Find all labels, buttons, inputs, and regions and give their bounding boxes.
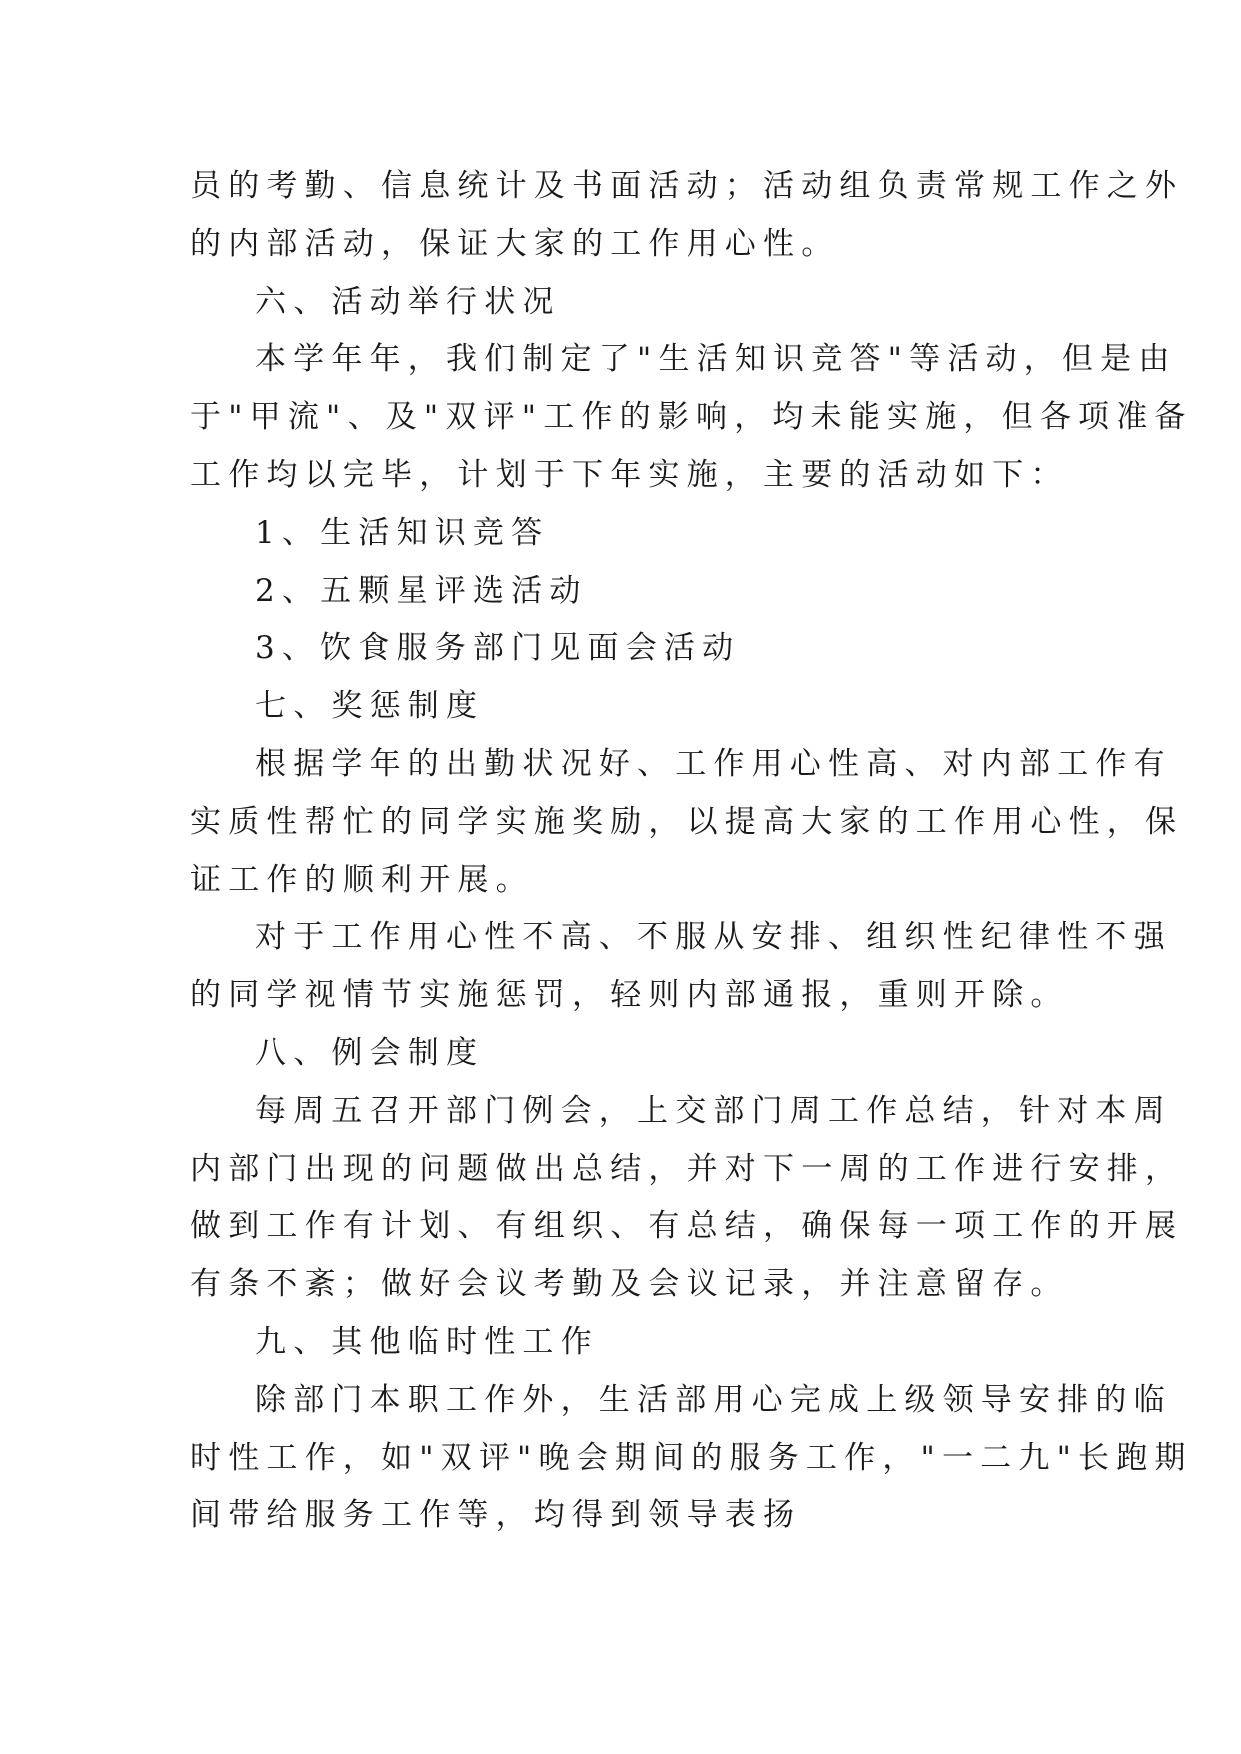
document-body [190,158,1193,1545]
text-line: 本学年年，我们制定了"生活知识竞答"等活动，但是由 [255,341,1177,378]
list-item: 3、饮食服务部门见面会活动 [255,630,741,667]
text-line: 内部门出现的问题做出总结，并对下一周的工作进行安排， [190,1150,1184,1187]
text-line: 根据学年的出勤状况好、工作用心性高、对内部工作有 [255,745,1172,782]
text-line: 时性工作，如"双评"晚会期间的服务工作，"一二九"长跑期 [190,1439,1193,1476]
text-line: 实质性帮忙的同学实施奖励，以提高大家的工作用心性，保 [190,803,1184,840]
section-heading: 六、活动举行状况 [255,283,561,320]
text-line: 的内部活动，保证大家的工作用心性。 [190,225,840,262]
list-item: 2、五颗星评选活动 [255,572,588,609]
section-heading: 八、例会制度 [255,1034,485,1071]
text-line: 员的考勤、信息统计及书面活动；活动组负责常规工作之外 [190,168,1184,204]
list-item: 1、生活知识竞答 [255,514,550,551]
text-line: 除部门本职工作外，生活部用心完成上级领导安排的临 [255,1381,1172,1418]
text-line: 每周五召开部门例会，上交部门周工作总结，针对本周 [255,1092,1172,1129]
text-line: 的同学视情节实施惩罚，轻则内部通报，重则开除。 [190,977,1069,1014]
text-line: 证工作的顺利开展。 [190,861,534,898]
text-line: 对于工作用心性不高、不服从安排、组织性纪律性不强 [255,919,1172,956]
text-line: 有条不紊；做好会议考勤及会议记录，并注意留存。 [190,1266,1069,1303]
section-heading: 九、其他临时性工作 [255,1323,599,1360]
text-line: 间带给服务工作等，均得到领导表扬 [190,1497,802,1534]
text-line: 工作均以完毕，计划于下年实施，主要的活动如下： [190,456,1069,493]
text-line: 于"甲流"、及"双评"工作的影响，均未能实施，但各项准备 [190,399,1193,436]
section-heading: 七、奖惩制度 [255,688,485,725]
text-line: 做到工作有计划、有组织、有总结，确保每一项工作的开展 [190,1208,1184,1245]
